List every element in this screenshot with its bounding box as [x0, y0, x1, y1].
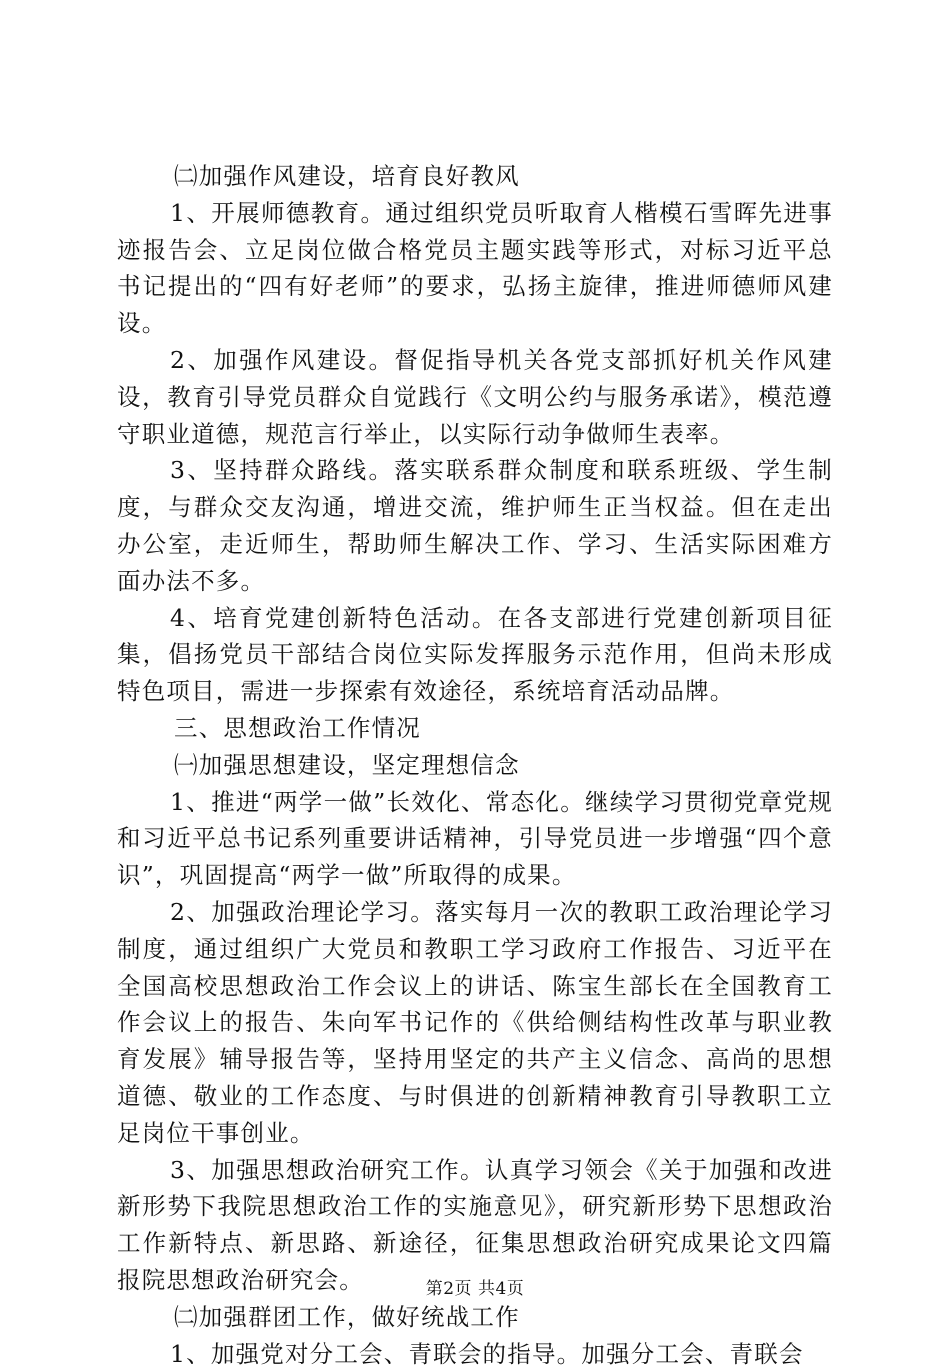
body-paragraph: 1、开展师德教育。通过组织党员听取育人楷模石雪晖先进事迹报告会、立足岗位做合格党员主题实践等形式，对标习近平总书记提出的“四有好老师”的要求，弘扬主旋律，推进师德师风建设。 — [117, 195, 833, 342]
body-paragraph: 4、培育党建创新特色活动。在各支部进行党建创新项目征集，倡扬党员干部结合岗位实际发挥服务示范作用，但尚未形成特色项目，需进一步探索有效途径，系统培育活动品牌。 — [117, 600, 833, 710]
body-paragraph: 3、加强思想政治研究工作。认真学习领会《关于加强和改进新形势下我院思想政治工作的实施意见》，研究新形势下思想政治工作新特点、新思路、新途径，征集思想政治研究成果论文四篇报院思想政治研究会。 — [117, 1152, 833, 1299]
body-paragraph: 2、加强作风建设。督促指导机关各党支部抓好机关作风建设，教育引导党员群众自觉践行《文明公约与服务承诺》，模范遵守职业道德，规范言行举止，以实际行动争做师生表率。 — [117, 342, 833, 452]
section-heading: ㈡加强群团工作，做好统战工作 — [117, 1299, 833, 1336]
section-heading: ㈡加强作风建设，培育良好教风 — [117, 158, 833, 195]
document-body — [117, 158, 833, 1372]
body-paragraph: 3、坚持群众路线。落实联系群众制度和联系班级、学生制度，与群众交友沟通，增进交流，维护师生正当权益。但在走出办公室，走近师生，帮助师生解决工作、学习、生活实际困难方面办法不多。 — [117, 452, 833, 599]
section-heading: 三、思想政治工作情况 — [117, 710, 833, 747]
page-footer: 第2页 共4页 — [0, 1274, 950, 1299]
body-paragraph: 1、推进“两学一做”长效化、常态化。继续学习贯彻党章党规和习近平总书记系列重要讲话精神，引导党员进一步增强“四个意识”，巩固提高“两学一做”所取得的成果。 — [117, 784, 833, 894]
section-heading: ㈠加强思想建设，坚定理想信念 — [117, 747, 833, 784]
body-paragraph: 1、加强党对分工会、青联会的指导。加强分工会、青联会 — [117, 1336, 833, 1372]
body-paragraph: 2、加强政治理论学习。落实每月一次的教职工政治理论学习制度，通过组织广大党员和教职工学习政府工作报告、习近平在全国高校思想政治工作会议上的讲话、陈宝生部长在全国教育工作会议上的报告、朱向军书记作的《供给侧结构性改革与职业教育发展》辅导报告等，坚持用坚定的共产主义信念、高尚的思想道德、敬业的工作态度、与时俱进的创新精神教育引导教职工立足岗位干事创业。 — [117, 894, 833, 1152]
